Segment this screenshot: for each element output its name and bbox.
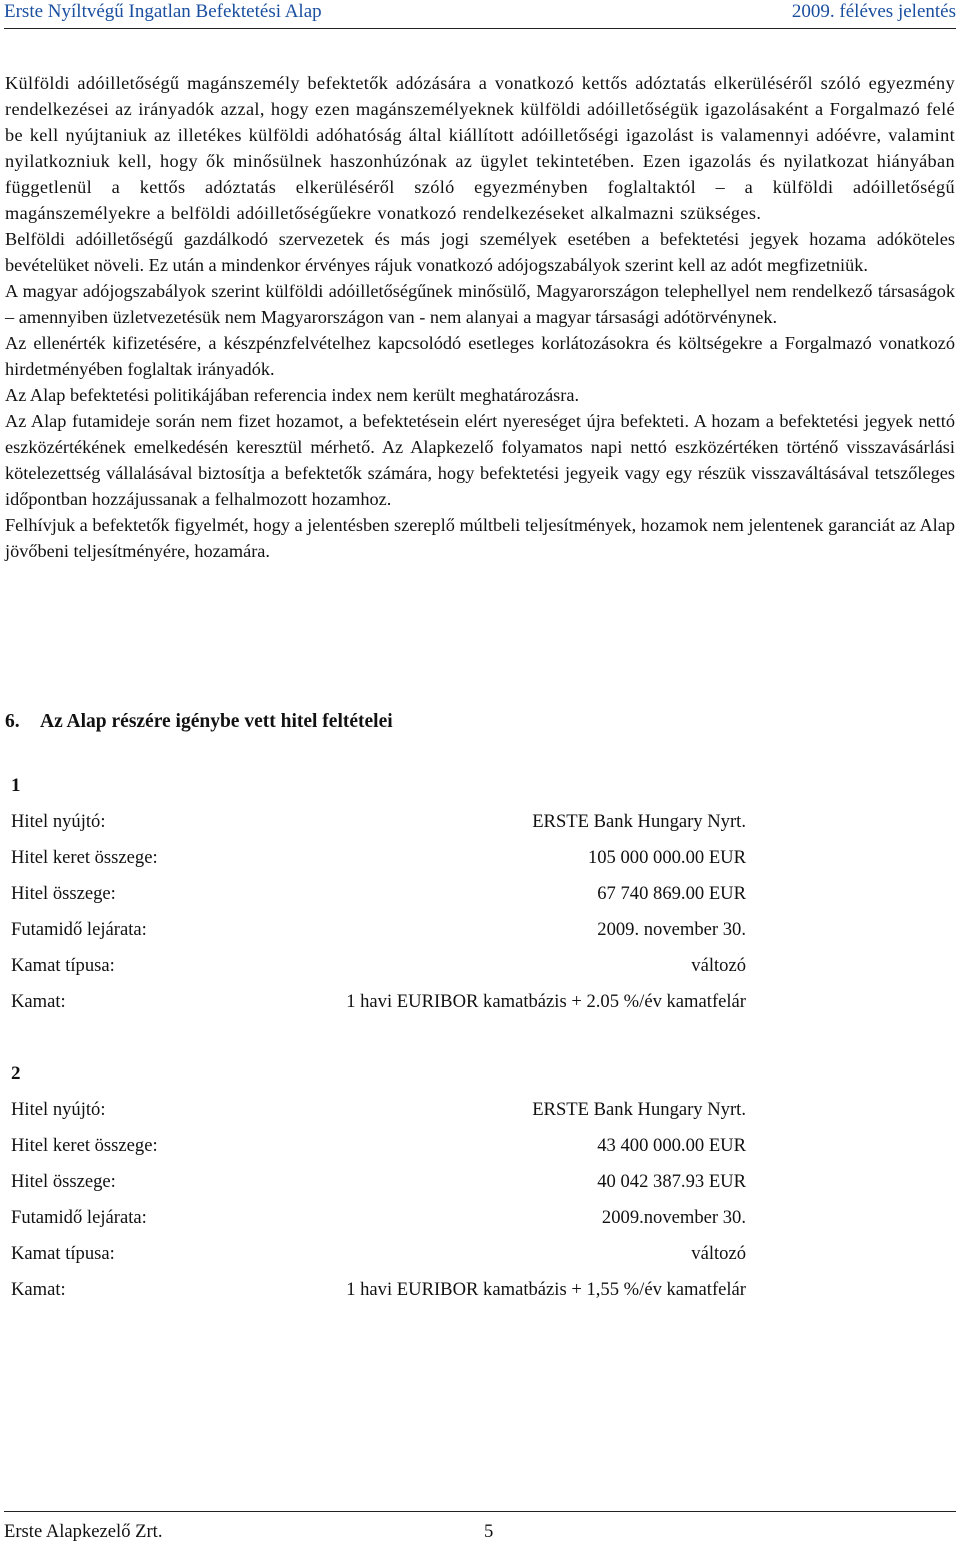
loan-row bbox=[11, 846, 746, 882]
loan-value: változó bbox=[691, 1243, 746, 1264]
paragraph-foreign-tax: Külföldi adóilletőségű magánszemély befektetők adózására a vonatkozó kettős adóztatás elkerüléséről szóló egyezmény rendelkezései az irányadók azzal, hogy ezen magánszemélyeknek külföldi adóilletőségük igazolásaként a Forgalmazó felé be kell nyújtaniuk az illetékes külföldi adóhatóság által kiállított adóilletőségi igazolást is valamennyi adóévre, valamint nyilatkozniuk kell, hogy ők minősülnek haszonhúzónak az ügylet tekintetében. Ezen igazolás és nyilatkozat hiányában függetlenül a kettős adóztatás elkerüléséről szóló egyezményben foglaltaktól – a külföldi adóilletőségű magánszemélyekre a belföldi adóilletőségűekre vonatkozó rendelkezéseket alkalmazni szükséges. bbox=[5, 73, 955, 223]
loan-row bbox=[11, 1242, 746, 1278]
loan-row bbox=[11, 990, 746, 1026]
paragraph-benchmark: Az Alap befektetési politikájában referencia index nem került meghatározásra. bbox=[5, 385, 580, 405]
loan-label: Futamidő lejárata: bbox=[11, 919, 147, 940]
loan-row bbox=[11, 1098, 746, 1134]
page-footer bbox=[4, 1511, 956, 1547]
footer-company: Erste Alapkezelő Zrt. bbox=[4, 1521, 163, 1542]
loan-value: 2009. november 30. bbox=[597, 919, 746, 940]
loan-value: 2009.november 30. bbox=[601, 1207, 746, 1228]
loan-table bbox=[11, 810, 746, 1026]
paragraph-yield: Az Alap futamideje során nem fizet hozamot, a befektetésein elért nyereséget újra befekteti. A hozam a befektetési jegyek nettó eszközértékének emelkedésén keresztül mérhető. Az Alapkezelő folyamatos napi nettó eszközértéken történő visszavásárlási kötelezettség vállalásával biztosítja a befektetők számára, hogy befektetési jegyeik vagy egy részük visszaváltásával tetszőleges időpontban hozzájussanak a felhalmozott hozamhoz. bbox=[5, 411, 955, 509]
loan-value: 67 740 869.00 EUR bbox=[597, 883, 746, 904]
loan-label: Kamat típusa: bbox=[11, 955, 115, 976]
loan-row bbox=[11, 882, 746, 918]
loan-value: 43 400 000.00 EUR bbox=[597, 1135, 746, 1156]
loan-label: Hitel összege: bbox=[11, 883, 116, 904]
loan-row bbox=[11, 1206, 746, 1242]
loan-label: Futamidő lejárata: bbox=[11, 1207, 147, 1228]
loan-number: 1 bbox=[11, 775, 21, 796]
section-title: Az Alap részére igénybe vett hitel feltételei bbox=[40, 711, 393, 732]
loan-row bbox=[11, 810, 746, 846]
loan-number: 2 bbox=[11, 1063, 21, 1084]
section-number: 6. bbox=[5, 711, 20, 732]
paragraph-payment-terms: Az ellenérték kifizetésére, a készpénzfelvételhez kapcsolódó esetleges korlátozásokra és költségekre a Forgalmazó vonatkozó hirdetményében foglaltak irányadók. bbox=[5, 333, 955, 379]
loan-value: 1 havi EURIBOR kamatbázis + 1,55 %/év kamatfelár bbox=[346, 1279, 746, 1300]
loan-label: Hitel keret összege: bbox=[11, 847, 158, 868]
header-report: 2009. féléves jelentés bbox=[791, 1, 956, 22]
page-number: 5 bbox=[484, 1521, 494, 1542]
loan-label: Kamat típusa: bbox=[11, 1243, 115, 1264]
body-text bbox=[5, 70, 955, 564]
loan-label: Kamat: bbox=[11, 991, 66, 1012]
loan-label: Hitel összege: bbox=[11, 1171, 116, 1192]
loan-label: Kamat: bbox=[11, 1279, 66, 1300]
loan-value: 1 havi EURIBOR kamatbázis + 2.05 %/év kamatfelár bbox=[346, 991, 746, 1012]
loan-value: ERSTE Bank Hungary Nyrt. bbox=[532, 811, 746, 832]
header-title: Erste Nyíltvégű Ingatlan Befektetési Alap bbox=[4, 1, 322, 22]
loan-label: Hitel nyújtó: bbox=[11, 811, 106, 832]
loan-value: 105 000 000.00 EUR bbox=[587, 847, 746, 868]
loan-row bbox=[11, 954, 746, 990]
paragraph-foreign-companies: A magyar adójogszabályok szerint külföldi adóilletőségűnek minősülő, Magyarországon telephellyel nem rendelkező társaságok – amennyiben üzletvezetésük nem Magyarországon van - nem alanyai a magyar társasági adótörvénynek. bbox=[5, 281, 955, 327]
paragraph-domestic-entities: Belföldi adóilletőségű gazdálkodó szervezetek és más jogi személyek esetében a befektetési jegyek hozama adóköteles bevételüket növeli. Ez után a mindenkor érvényes rájuk vonatkozó adójogszabályok szerint kell az adót megfizetniük. bbox=[5, 229, 955, 275]
loan-value: ERSTE Bank Hungary Nyrt. bbox=[532, 1099, 746, 1120]
loan-row bbox=[11, 1170, 746, 1206]
page-header bbox=[4, 0, 956, 29]
loan-value: változó bbox=[691, 955, 746, 976]
section-heading bbox=[5, 709, 393, 735]
loan-value: 40 042 387.93 EUR bbox=[597, 1171, 746, 1192]
loan-row bbox=[11, 918, 746, 954]
loan-row bbox=[11, 1278, 746, 1314]
loan-label: Hitel keret összege: bbox=[11, 1135, 158, 1156]
paragraph-disclaimer: Felhívjuk a befektetők figyelmét, hogy a jelentésben szereplő múltbeli teljesítmények, hozamok nem jelentenek garanciát az Alap jövőbeni teljesítményére, hozamára. bbox=[5, 515, 955, 561]
loan-table bbox=[11, 1098, 746, 1314]
loan-label: Hitel nyújtó: bbox=[11, 1099, 106, 1120]
loan-row bbox=[11, 1134, 746, 1170]
